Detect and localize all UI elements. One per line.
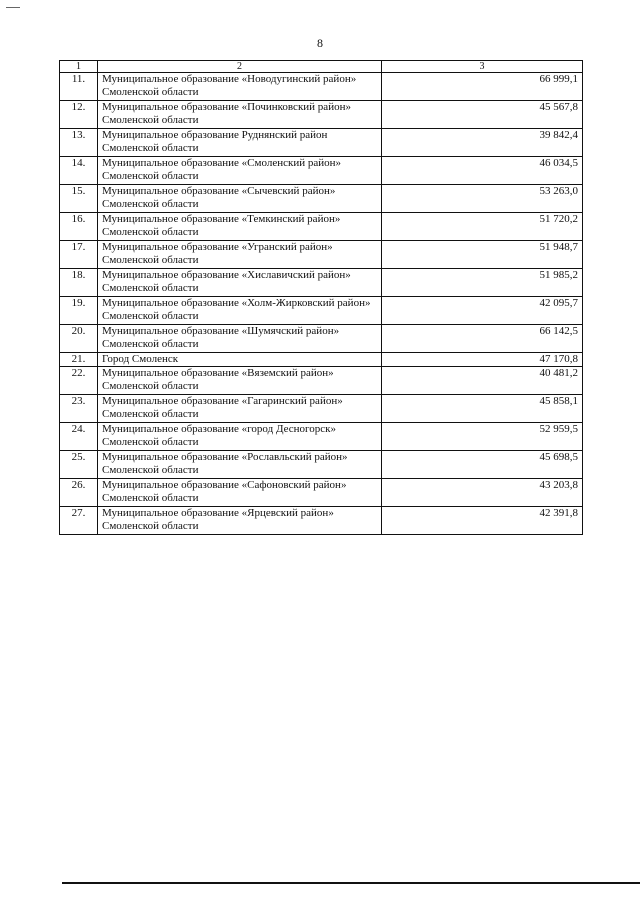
row-value: 51 720,2 bbox=[382, 213, 583, 241]
table-row bbox=[60, 73, 583, 101]
table-row bbox=[60, 269, 583, 297]
row-value: 52 959,5 bbox=[382, 423, 583, 451]
row-name: Муниципальное образование «Угранский район» Смоленской области bbox=[98, 241, 382, 269]
row-name: Муниципальное образование «Хиславичский район» Смоленской области bbox=[98, 269, 382, 297]
row-value: 40 481,2 bbox=[382, 367, 583, 395]
row-name: Муниципальное образование Руднянский район Смоленской области bbox=[98, 129, 382, 157]
table-row bbox=[60, 129, 583, 157]
row-number: 13. bbox=[60, 129, 98, 157]
row-name: Муниципальное образование «Гагаринский район» Смоленской области bbox=[98, 395, 382, 423]
table-row bbox=[60, 507, 583, 535]
table-header-row bbox=[60, 61, 583, 73]
row-name: Муниципальное образование «город Десногорск» Смоленской области bbox=[98, 423, 382, 451]
table-row bbox=[60, 101, 583, 129]
page-number: 8 bbox=[317, 36, 323, 50]
row-value: 66 142,5 bbox=[382, 325, 583, 353]
row-name: Муниципальное образование «Шумячский район» Смоленской области bbox=[98, 325, 382, 353]
row-name: Муниципальное образование «Сафоновский район» Смоленской области bbox=[98, 479, 382, 507]
column-header-name: 2 bbox=[98, 61, 382, 73]
table-row bbox=[60, 325, 583, 353]
row-value: 42 095,7 bbox=[382, 297, 583, 325]
table-row bbox=[60, 479, 583, 507]
row-number: 16. bbox=[60, 213, 98, 241]
row-value: 51 948,7 bbox=[382, 241, 583, 269]
row-number: 17. bbox=[60, 241, 98, 269]
column-header-value: 3 bbox=[382, 61, 583, 73]
row-value: 47 170,8 bbox=[382, 353, 583, 367]
row-name: Муниципальное образование «Сычевский район» Смоленской области bbox=[98, 185, 382, 213]
row-number: 11. bbox=[60, 73, 98, 101]
row-number: 21. bbox=[60, 353, 98, 367]
table-row bbox=[60, 297, 583, 325]
row-name: Муниципальное образование «Починковский район» Смоленской области bbox=[98, 101, 382, 129]
column-header-number: 1 bbox=[60, 61, 98, 73]
row-number: 20. bbox=[60, 325, 98, 353]
row-number: 26. bbox=[60, 479, 98, 507]
row-number: 15. bbox=[60, 185, 98, 213]
row-name: Муниципальное образование «Вяземский район» Смоленской области bbox=[98, 367, 382, 395]
row-name: Муниципальное образование «Новодугинский район» Смоленской области bbox=[98, 73, 382, 101]
table-row bbox=[60, 451, 583, 479]
table-row bbox=[60, 241, 583, 269]
row-number: 27. bbox=[60, 507, 98, 535]
row-value: 46 034,5 bbox=[382, 157, 583, 185]
municipal-table bbox=[59, 60, 583, 535]
row-number: 18. bbox=[60, 269, 98, 297]
row-name: Муниципальное образование «Рославльский район» Смоленской области bbox=[98, 451, 382, 479]
row-name: Муниципальное образование «Смоленский район» Смоленской области bbox=[98, 157, 382, 185]
table-row bbox=[60, 395, 583, 423]
row-value: 43 203,8 bbox=[382, 479, 583, 507]
row-value: 39 842,4 bbox=[382, 129, 583, 157]
scan-edge-mark bbox=[6, 7, 20, 8]
row-value: 45 698,5 bbox=[382, 451, 583, 479]
row-number: 12. bbox=[60, 101, 98, 129]
row-name: Муниципальное образование «Ярцевский район» Смоленской области bbox=[98, 507, 382, 535]
row-value: 42 391,8 bbox=[382, 507, 583, 535]
bottom-rule bbox=[62, 882, 640, 884]
row-number: 19. bbox=[60, 297, 98, 325]
row-number: 24. bbox=[60, 423, 98, 451]
table-row bbox=[60, 213, 583, 241]
row-value: 45 567,8 bbox=[382, 101, 583, 129]
row-name: Муниципальное образование «Темкинский район» Смоленской области bbox=[98, 213, 382, 241]
row-value: 66 999,1 bbox=[382, 73, 583, 101]
row-number: 25. bbox=[60, 451, 98, 479]
table-row bbox=[60, 367, 583, 395]
table-row bbox=[60, 423, 583, 451]
row-value: 45 858,1 bbox=[382, 395, 583, 423]
row-value: 51 985,2 bbox=[382, 269, 583, 297]
row-name: Город Смоленск bbox=[98, 353, 382, 367]
row-number: 14. bbox=[60, 157, 98, 185]
table-row bbox=[60, 353, 583, 367]
table-row bbox=[60, 185, 583, 213]
row-value: 53 263,0 bbox=[382, 185, 583, 213]
row-number: 23. bbox=[60, 395, 98, 423]
table-row bbox=[60, 157, 583, 185]
row-name: Муниципальное образование «Холм-Жирковский район» Смоленской области bbox=[98, 297, 382, 325]
row-number: 22. bbox=[60, 367, 98, 395]
